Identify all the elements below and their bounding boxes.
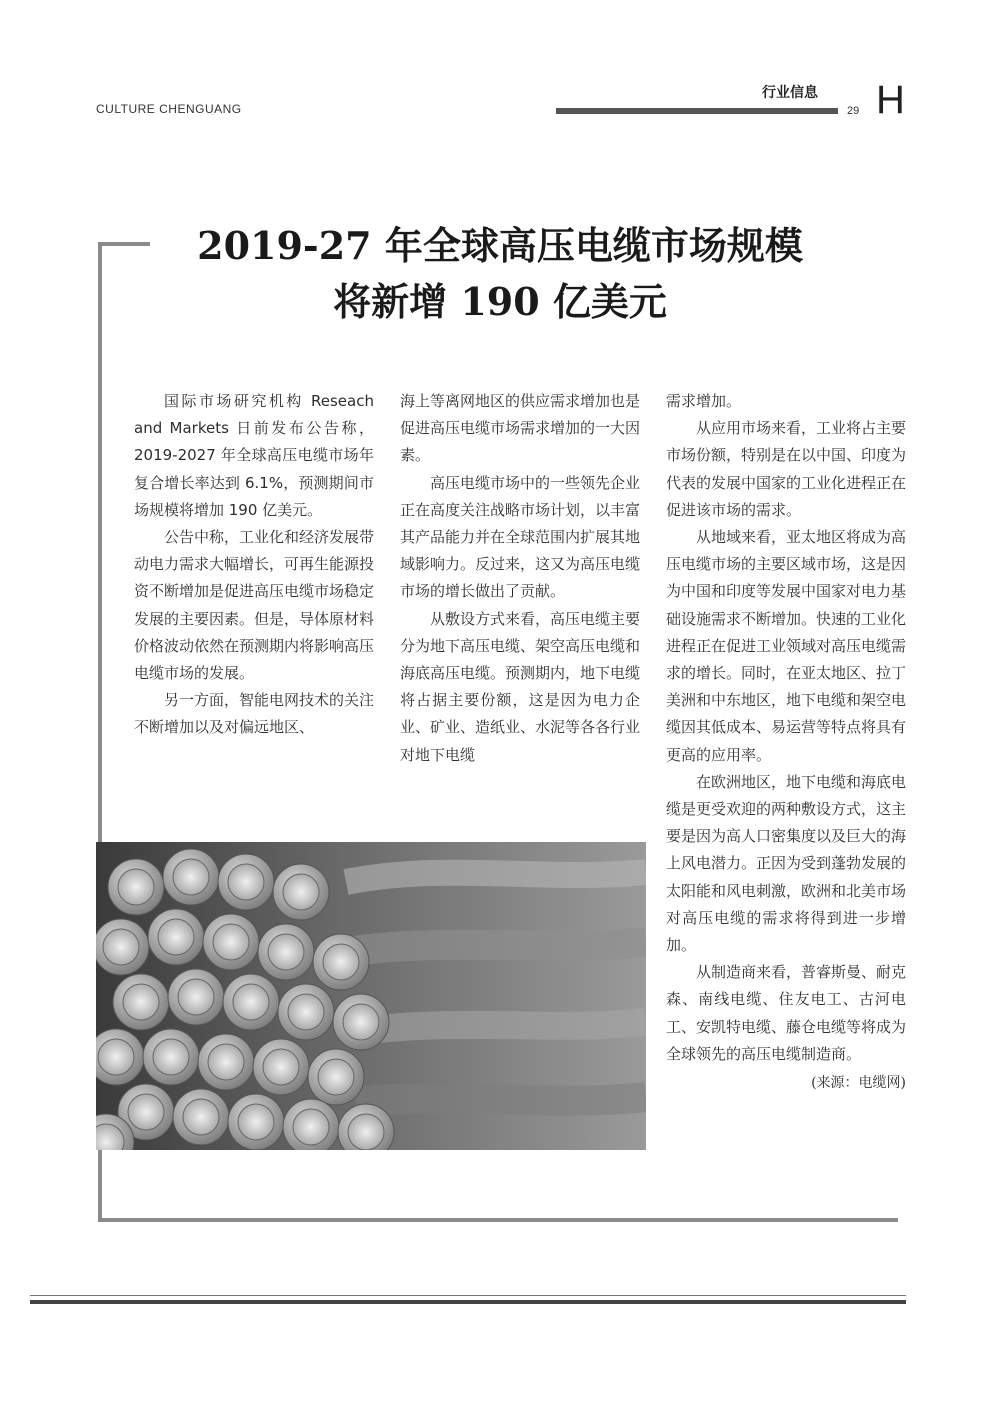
title-line-2: 将新增 190 亿美元	[333, 279, 667, 324]
cable-core	[268, 934, 304, 970]
title-line-1: 2019-27 年全球高压电缆市场规模	[197, 223, 803, 268]
paragraph: 另一方面，智能电网技术的关注不断增加以及对偏远地区、	[134, 691, 375, 737]
paragraph: 从敷设方式来看，高压电缆主要分为地下高压电缆、架空高压电缆和海底高压电缆。预测期内，地下电缆将占据主要份额，这是因为电力企业、矿业、造纸业、水泥等各各行业对地下电缆	[400, 609, 641, 764]
text-column-2	[400, 388, 640, 769]
cable-core	[158, 919, 194, 955]
header-bar	[556, 108, 838, 114]
text-column-1	[134, 388, 374, 742]
section-letter: H	[876, 78, 905, 122]
cable-core	[318, 1059, 354, 1095]
cable-core	[173, 859, 209, 895]
cable-core	[343, 1004, 379, 1040]
paragraph: 在欧洲地区，地下电缆和海底电缆是更受欢迎的两种敷设方式，这主要是因为高人口密集度以及巨大的海上风电潜力。正因为受到蓬勃发展的太阳能和风电刺激，欧洲和北美市场对高压电缆的需求将得到进一步增加。	[666, 772, 907, 955]
section-label: 行业信息	[762, 85, 818, 101]
cable-core	[288, 994, 324, 1030]
cable-core	[123, 984, 159, 1020]
paragraph: 从地域来看，亚太地区将成为高压电缆市场的主要区域市场，这是因为中国和印度等发展中国家对电力基础设施需求不断增加。快速的工业化进程正在促进工业领域对高压电缆需求的增长。同时，在亚太地区、拉丁美洲和中东地区，地下电缆和架空电缆因其低成本、易运营等特点将具有更高的应用率。	[666, 528, 907, 764]
paragraph: 公告中称，工业化和经济发展带动电力需求大幅增长，可再生能源投资不断增加是促进高压电缆市场稳定发展的主要因素。但是，导体原材料价格波动依然在预测期内将影响高压电缆市场的发展。	[134, 528, 375, 683]
frame-bottom-line	[98, 1218, 898, 1222]
cable-core	[233, 984, 269, 1020]
cable-photo	[96, 842, 646, 1150]
source-credit: (来源：电缆网)	[811, 1075, 906, 1092]
paragraph: 从制造商来看，普睿斯曼、耐克森、南线电缆、住友电工、古河电工、安凯特电缆、藤仓电缆等将成为全球领先的高压电缆制造商。	[666, 963, 907, 1063]
cable-core	[323, 944, 359, 980]
footer-thick-line	[30, 1300, 906, 1304]
cable-core	[238, 1104, 274, 1140]
cable-core	[128, 1094, 164, 1130]
paragraph: 国际市场研究机构 Reseach and Markets 日前发布公告称，2019-2027 年全球高压电缆市场年复合增长率达到 6.1%，预测期间市场规模将增加 190 亿美元。	[134, 392, 374, 519]
cable-core	[208, 1044, 244, 1080]
paragraph: 高压电缆市场中的一些领先企业正在高度关注战略市场计划，以丰富其产品能力并在全球范围内扩展其地域影响力。反过来，这又为高压电缆市场的增长做出了贡献。	[400, 473, 641, 601]
page-number: 29	[847, 105, 860, 117]
cable-core	[283, 874, 319, 910]
cable-core	[213, 924, 249, 960]
magazine-name: CULTURE CHENGUANG	[96, 102, 242, 116]
cable-core	[153, 1039, 189, 1075]
cable-core	[118, 869, 154, 905]
cable-core	[183, 1099, 219, 1135]
paragraph: 从应用市场来看，工业将占主要市场份额，特别是在以中国、印度为代表的发展中国家的工业化进程正在促进该市场的需求。	[666, 419, 907, 519]
paragraph: 海上等离网地区的供应需求增加也是促进高压电缆市场需求增加的一大因素。	[400, 392, 641, 465]
cable-core	[348, 1114, 384, 1150]
paragraph: 需求增加。	[666, 392, 742, 410]
footer-thin-line	[30, 1295, 906, 1296]
article-title	[130, 218, 870, 330]
cable-core	[98, 1039, 134, 1075]
cable-core	[178, 979, 214, 1015]
cable-core	[293, 1109, 329, 1145]
cable-core	[103, 929, 139, 965]
cable-core	[263, 1049, 299, 1085]
cable-core	[228, 864, 264, 900]
text-column-3	[666, 388, 906, 1097]
